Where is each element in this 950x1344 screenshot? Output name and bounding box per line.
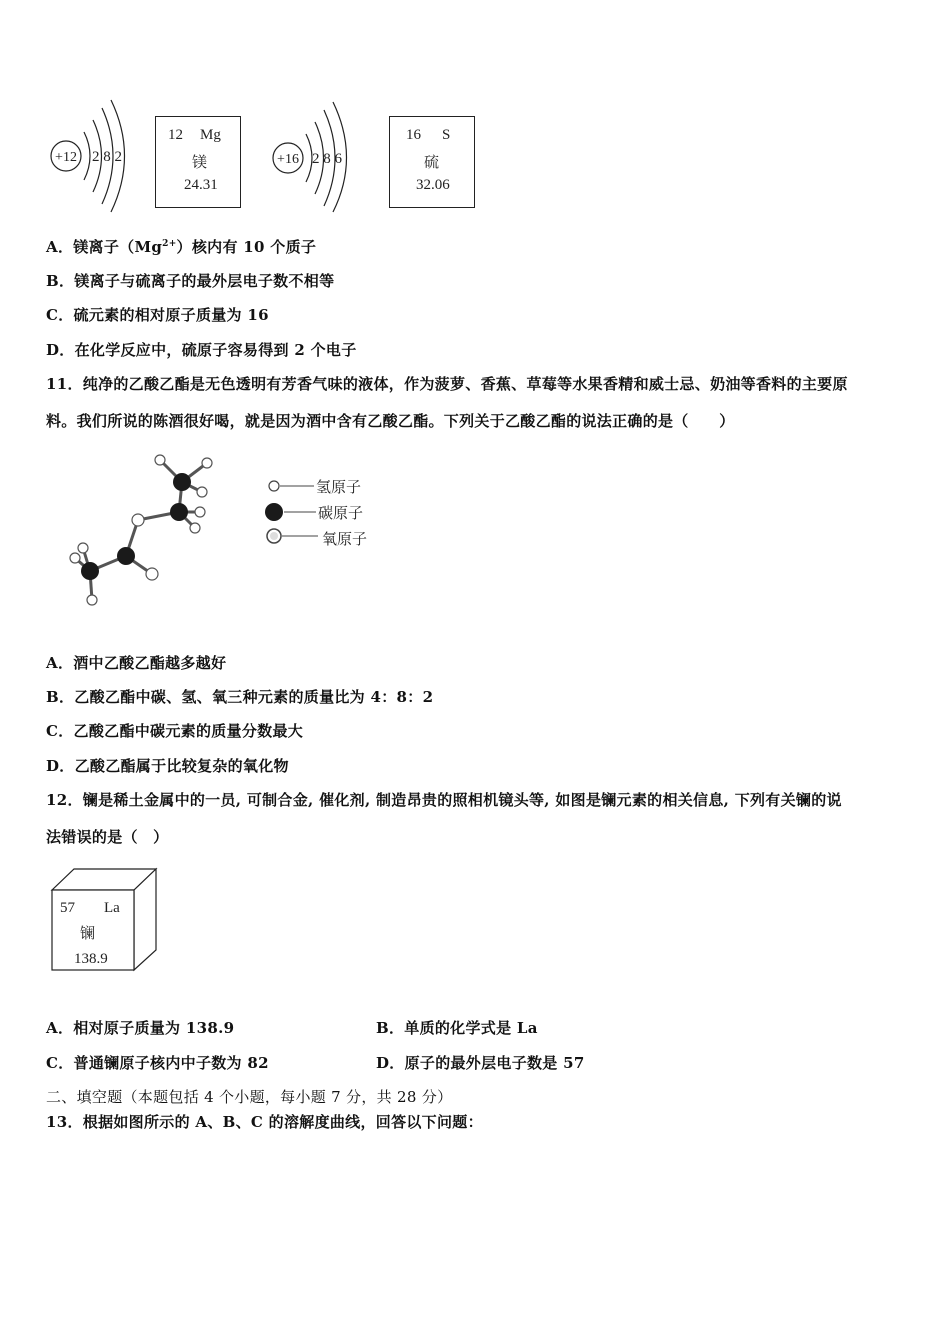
la-atomic-mass: 138.9: [74, 951, 108, 967]
q12-stem-line1: 12．镧是稀土金属中的一员, 可制合金, 催化剂, 制造昂贵的照相机镜头等, 如图是镧元素的相关信息, 下列有关镧的说: [46, 791, 842, 809]
legend-carbon-label: 碳原子: [318, 504, 364, 522]
q10-option-b: B．镁离子与硫离子的最外层电子数不相等: [46, 272, 335, 290]
q10-option-a: [46, 236, 316, 257]
q11-option-a: A．酒中乙酸乙酯越多越好: [46, 654, 227, 672]
q11-option-d: D．乙酸乙酯属于比较复杂的氧化物: [46, 757, 289, 775]
legend-oxygen-label: 氧原子: [322, 530, 368, 548]
q10-option-a-suffix: ）核内有 10 个质子: [176, 238, 317, 256]
s-atomic-mass: 32.06: [416, 177, 450, 193]
ethyl-acetate-molecule-model: [50, 448, 230, 613]
hydrogen-atom-swatch: [269, 481, 279, 491]
la-atomic-number: 57: [60, 900, 75, 916]
q13-stem: 13．根据如图所示的 A、B、C 的溶解度曲线，回答以下问题：: [46, 1113, 483, 1131]
s-element-card: [389, 116, 475, 208]
mg-atom-diagram: [44, 96, 144, 214]
section2-heading: 二、填空题（本题包括 4 个小题，每小题 7 分，共 28 分）: [46, 1088, 453, 1106]
la-name: 镧: [80, 924, 96, 942]
q10-option-c: C．硫元素的相对原子质量为 16: [46, 306, 269, 324]
s-atom-diagram: [266, 100, 376, 214]
s-atomic-number: 16: [406, 127, 421, 143]
mg-symbol: Mg: [200, 127, 221, 143]
s-shell-electrons: 2 8 6: [312, 151, 342, 167]
q12-stem-line2: 法错误的是（ ）: [46, 828, 169, 846]
mg-shell-electrons: 2 8 2: [92, 149, 122, 165]
s-nucleus-label: +16: [277, 152, 299, 167]
mg-atomic-number: 12: [168, 127, 183, 143]
mg-nucleus-label: +12: [55, 150, 77, 165]
carbon-atom-swatch: [265, 503, 283, 521]
q11-stem-line2: 料。我们所说的陈酒很好喝，就是因为酒中含有乙酸乙酯。下列关于乙酸乙酯的说法正确的是（ ）: [46, 412, 735, 430]
molecule-legend: [262, 474, 392, 554]
q12-option-d: D．原子的最外层电子数是 57: [376, 1054, 585, 1072]
s-symbol: S: [442, 127, 451, 143]
s-name: 硫: [424, 153, 440, 171]
q11-stem-line1: 11．纯净的乙酸乙酯是无色透明有芳香气味的液体，作为菠萝、香蕉、草莓等水果香精和威士忌、奶油等香料的主要原: [46, 375, 848, 393]
q10-option-a-sup: 2+: [162, 239, 177, 249]
q11-option-c: C．乙酸乙酯中碳元素的质量分数最大: [46, 722, 304, 740]
mg-name: 镁: [192, 153, 208, 171]
la-symbol: La: [104, 900, 120, 916]
q12-option-c: C．普通镧原子核内中子数为 82: [46, 1054, 269, 1072]
mg-atomic-mass: 24.31: [184, 177, 218, 193]
q12-option-a: A．相对原子质量为 138.9: [46, 1019, 235, 1037]
q12-option-b: B．单质的化学式是 La: [376, 1019, 538, 1037]
q10-option-a-prefix: A．镁离子（Mg: [46, 238, 163, 256]
mg-element-card: [155, 116, 241, 208]
q10-option-d: D．在化学反应中，硫原子容易得到 2 个电子: [46, 341, 357, 359]
q11-option-b: B．乙酸乙酯中碳、氢、氧三种元素的质量比为 4：8：2: [46, 688, 434, 706]
legend-hydrogen-label: 氢原子: [316, 478, 362, 496]
la-element-cube: [48, 866, 160, 972]
